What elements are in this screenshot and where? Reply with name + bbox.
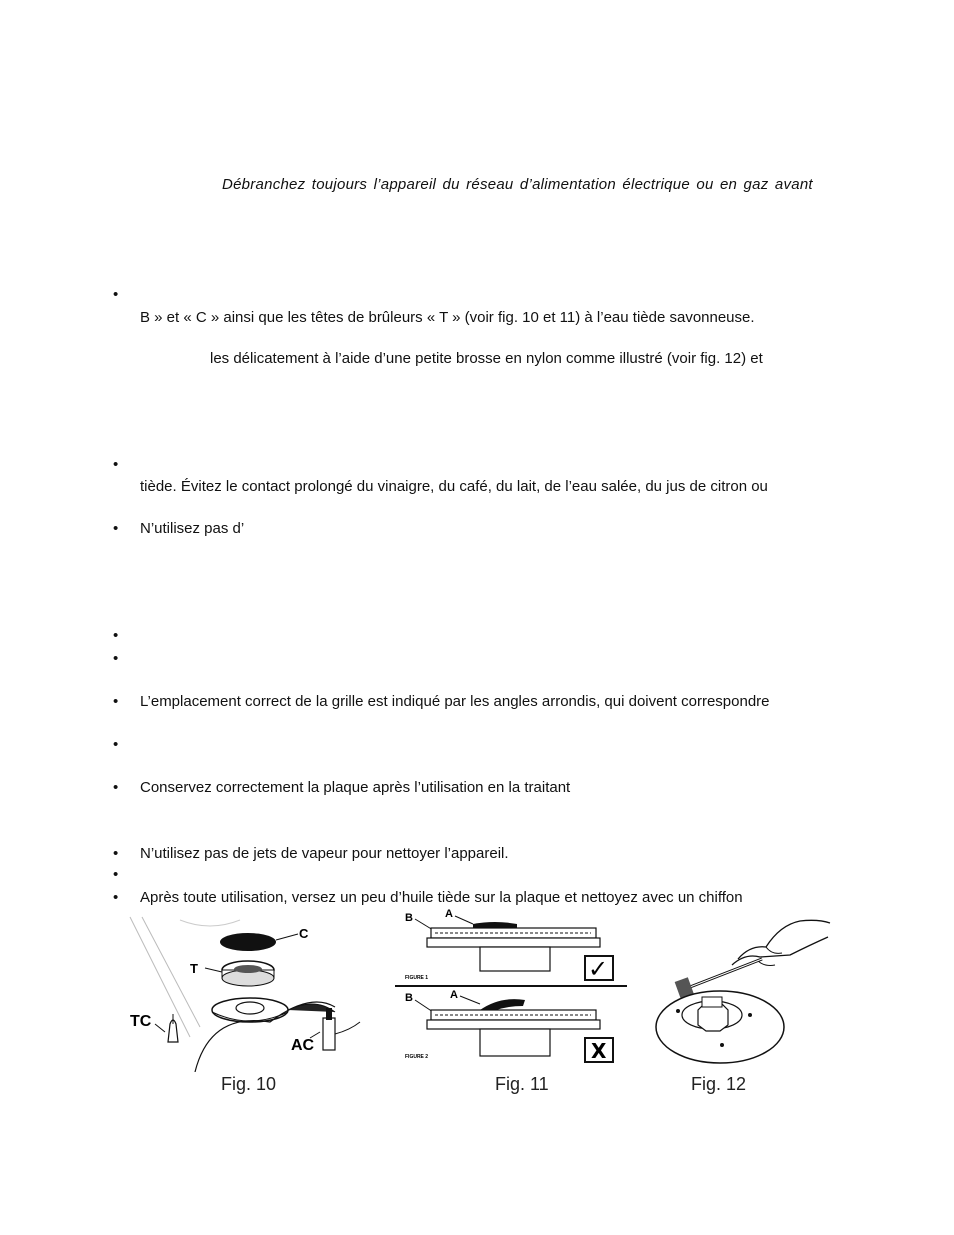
caption-fig-10: Fig. 10 (221, 1074, 277, 1094)
svg-text:FIGURE 1: FIGURE 1 (405, 975, 429, 981)
bullet: • (113, 693, 119, 710)
paragraph-burner-cleaning-line3: les délicatement à l’aide d’une petite brosse en nylon comme illustré (voir fig. 12) et (210, 350, 763, 367)
label-b-top: B (405, 912, 413, 924)
bullet: • (113, 520, 119, 537)
paragraph-grid-placement: L’emplacement correct de la grille est indiqué par les angles arrondis, qui doivent correspondre (140, 693, 770, 710)
warning-text: Débranchez toujours l’appareil du réseau d’alimentation électrique ou en gaz avant (222, 176, 813, 193)
bullet: • (113, 286, 119, 303)
paragraph-burner-cleaning-line2: B » et « C » ainsi que les têtes de brûleurs « T » (voir fig. 10 et 11) à l’eau tiède savonneuse. (140, 309, 755, 326)
figure-12-brush-cleaning (650, 915, 835, 1070)
cross-icon: X (591, 1039, 607, 1063)
bullet: • (113, 650, 119, 667)
paragraph-no-steam: N’utilisez pas de jets de vapeur pour nettoyer l’appareil. (140, 845, 509, 862)
bullet: • (113, 779, 119, 796)
bullet: • (113, 866, 119, 883)
bullet: • (113, 845, 119, 862)
label-tc: TC (130, 1013, 152, 1030)
label-b-bottom: B (405, 992, 413, 1004)
burner-cap-shape (220, 933, 276, 951)
svg-text:FIGURE 2: FIGURE 2 (405, 1054, 429, 1060)
label-t: T (190, 961, 198, 976)
label-ac: AC (291, 1037, 315, 1054)
paragraph-do-not-use: N’utilisez pas d’ (140, 520, 245, 537)
label-c: C (299, 926, 309, 941)
paragraph-stainless-line2: tiède. Évitez le contact prolongé du vinaigre, du café, du lait, de l’eau salée, du jus de citron ou (140, 478, 768, 495)
label-a-top: A (445, 908, 453, 920)
bullet: • (113, 627, 119, 644)
figure-10-burner-assembly (120, 912, 370, 1072)
paragraph-plate-care: Conservez correctement la plaque après l’utilisation en la traitant (140, 779, 571, 796)
bullet: • (113, 736, 119, 753)
bullet: • (113, 889, 119, 906)
bullet: • (113, 456, 119, 473)
caption-fig-11: Fig. 11 (495, 1074, 549, 1094)
checkmark-icon: ✓ (588, 955, 609, 983)
label-a-bottom: A (450, 989, 458, 1001)
figure-11-cap-positioning (395, 906, 630, 1068)
caption-fig-12: Fig. 12 (691, 1074, 747, 1094)
paragraph-oil-after-use: Après toute utilisation, versez un peu d’huile tiède sur la plaque et nettoyez avec un chiffon (140, 889, 743, 906)
